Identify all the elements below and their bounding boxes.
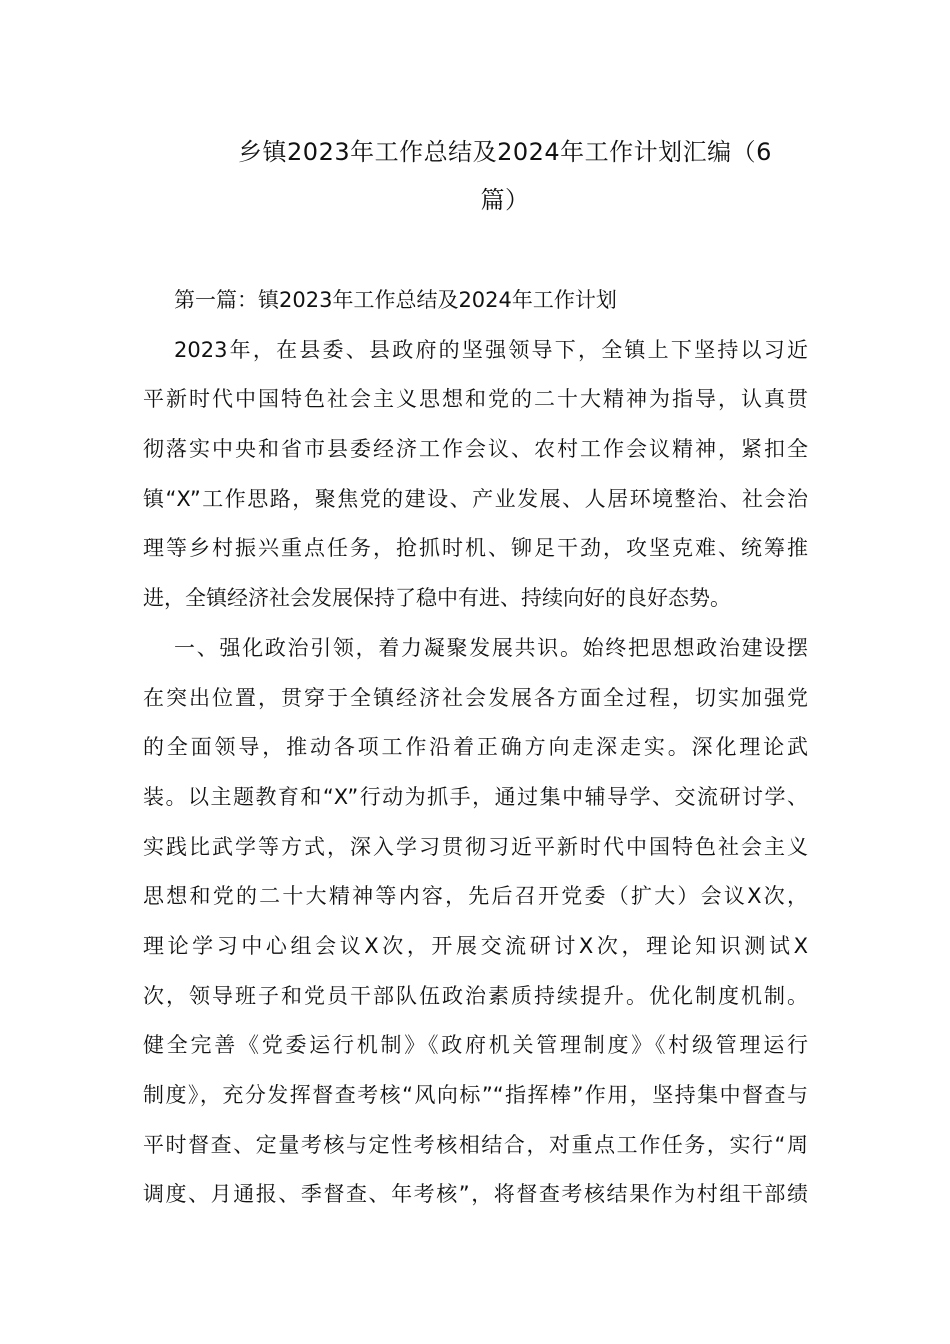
paragraph-2-line: 实践比武学等方式，深入学习贯彻习近平新时代中国特色社会主义: [143, 834, 808, 859]
paragraph-2-line: 制度》，充分发挥督查考核“风向标”“指挥棒”作用，坚持集中督查与: [143, 1083, 808, 1107]
title-line-1: 乡镇2023年工作总结及2024年工作计划汇编（6: [238, 138, 772, 166]
paragraph-2-line: 一、强化政治引领，着力凝聚发展共识。始终把思想政治建设摆: [174, 635, 808, 660]
paragraph-2-line: 思想和党的二十大精神等内容，先后召开党委（扩大）会议X次，: [143, 884, 808, 909]
paragraph-2-line: 理论学习中心组会议X次，开展交流研讨X次，理论知识测试X: [143, 933, 808, 958]
paragraph-2-line: 在突出位置，贯穿于全镇经济社会发展各方面全过程，切实加强党: [143, 685, 808, 710]
section-heading: 第一篇：镇2023年工作总结及2024年工作计划: [174, 288, 617, 312]
title-line-2: 篇）: [480, 186, 530, 214]
document-title: [170, 128, 840, 224]
document-body: [143, 276, 808, 1220]
paragraph-1-line: 彻落实中央和省市县委经济工作会议、农村工作会议精神，紧扣全: [143, 437, 808, 462]
paragraph-2-line: 装。以主题教育和“X”行动为抓手，通过集中辅导学、交流研讨学、: [143, 784, 808, 809]
paragraph-1-line: 平新时代中国特色社会主义思想和党的二十大精神为指导，认真贯: [143, 387, 808, 412]
paragraph-1-line: 镇“X”工作思路，聚焦党的建设、产业发展、人居环境整治、社会治: [143, 486, 808, 511]
paragraph-2-line: 平时督查、定量考核与定性考核相结合，对重点工作任务，实行“周: [143, 1132, 808, 1157]
paragraph-1-line: 2023年，在县委、县政府的坚强领导下，全镇上下坚持以习近: [174, 337, 808, 362]
paragraph-1-line: 进，全镇经济社会发展保持了稳中有进、持续向好的良好态势。: [143, 586, 731, 611]
paragraph-2-line: 的全面领导，推动各项工作沿着正确方向走深走实。深化理论武: [143, 735, 808, 760]
paragraph-2-line: 调度、月通报、季督查、年考核”，将督查考核结果作为村组干部绩: [143, 1182, 808, 1207]
paragraph-2-line: 健全完善《党委运行机制》《政府机关管理制度》《村级管理运行: [143, 1033, 808, 1058]
paragraph-1-line: 理等乡村振兴重点任务，抢抓时机、铆足干劲，攻坚克难、统筹推: [143, 536, 808, 561]
paragraph-2-line: 次，领导班子和党员干部队伍政治素质持续提升。优化制度机制。: [143, 983, 808, 1008]
